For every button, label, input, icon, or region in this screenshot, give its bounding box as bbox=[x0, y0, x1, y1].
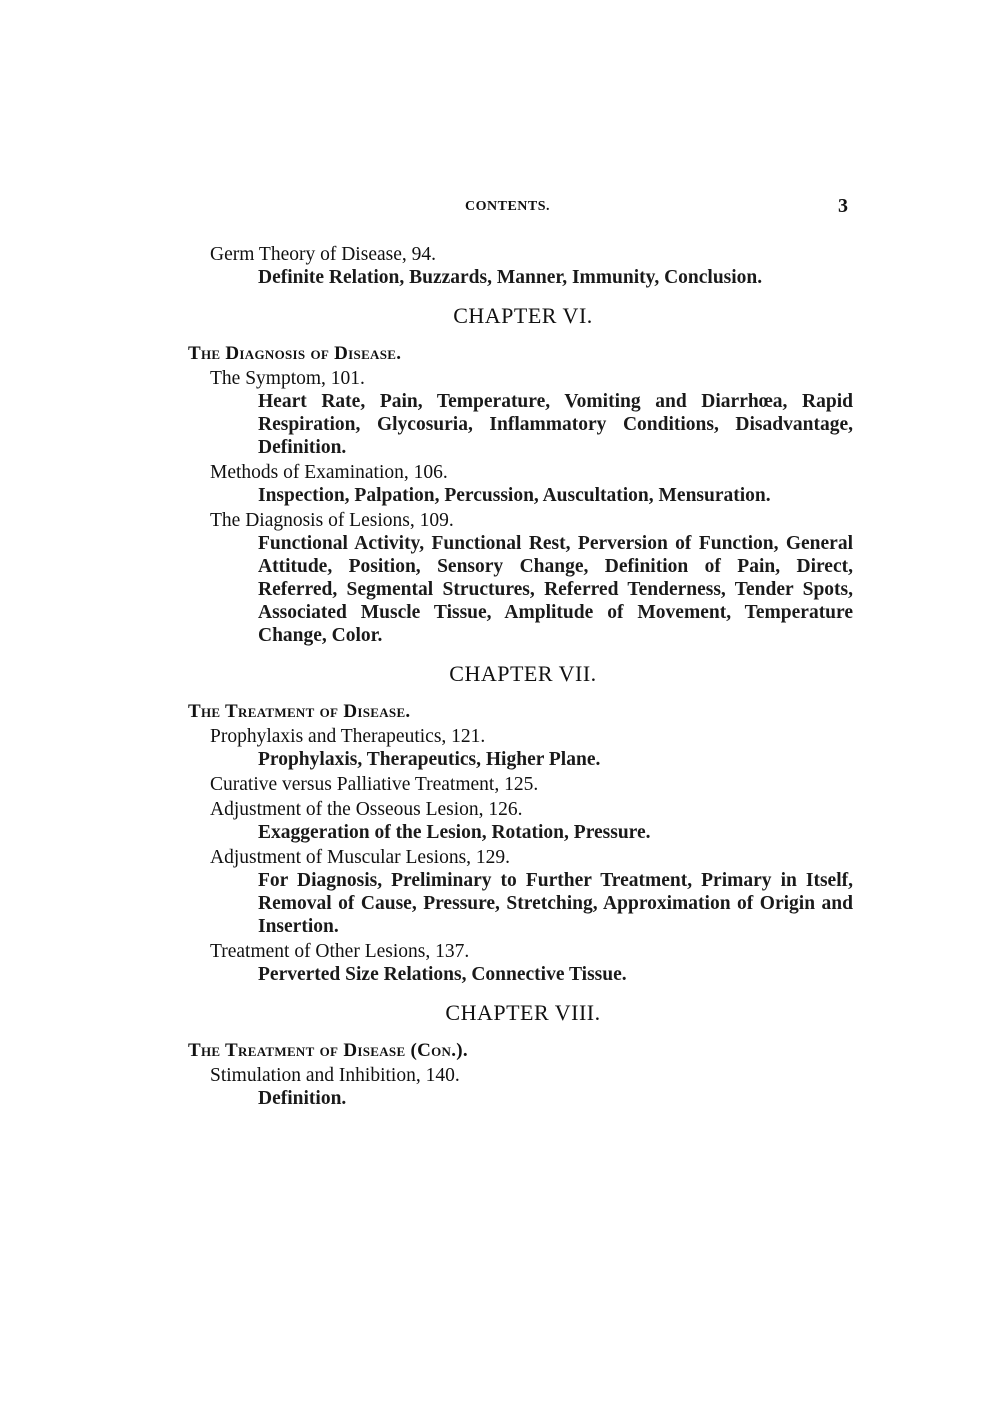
running-head bbox=[0, 197, 1000, 221]
toc-entry: The Diagnosis of Lesions, 109. bbox=[210, 510, 454, 531]
toc-entry: Germ Theory of Disease, 94. bbox=[210, 244, 436, 265]
part-title: The Treatment of Disease (Con.). bbox=[188, 1040, 468, 1061]
chapter-heading: CHAPTER VII. bbox=[449, 661, 597, 686]
toc-entry: Methods of Examination, 106. bbox=[210, 462, 448, 483]
toc-subtopics: Inspection, Palpation, Percussion, Auscultation, Mensuration. bbox=[258, 485, 771, 506]
part-title: The Diagnosis of Disease. bbox=[188, 343, 402, 364]
toc-entry: Prophylaxis and Therapeutics, 121. bbox=[210, 726, 486, 747]
toc-subtopics: Exaggeration of the Lesion, Rotation, Pressure. bbox=[258, 822, 651, 843]
part-title: The Treatment of Disease. bbox=[188, 701, 411, 722]
toc-entry: Adjustment of the Osseous Lesion, 126. bbox=[210, 799, 523, 820]
toc-entry: Adjustment of Muscular Lesions, 129. bbox=[210, 847, 511, 868]
page-number: 3 bbox=[838, 195, 848, 217]
toc-subtopics: For Diagnosis, Preliminary to Further Treatment, Primary in Itself, Removal of Cause, Pressure, Stretching, Approximation of Origin and Insertion. bbox=[258, 870, 853, 937]
toc-entry: Curative versus Palliative Treatment, 125. bbox=[210, 774, 539, 795]
toc-entry: Stimulation and Inhibition, 140. bbox=[210, 1065, 460, 1086]
toc-subtopics: Functional Activity, Functional Rest, Perversion of Function, General Attitude, Position, Sensory Change, Definition of Pain, Direct, Referred, Segmental Structures, Referred Tenderness, Tender Spots, Associated Muscle Tissue, Amplitude of Movement, Temperature Change, Color. bbox=[258, 533, 853, 646]
toc-entry: Treatment of Other Lesions, 137. bbox=[210, 941, 470, 962]
toc-subtopics: Perverted Size Relations, Connective Tissue. bbox=[258, 964, 627, 985]
toc-subtopics: Prophylaxis, Therapeutics, Higher Plane. bbox=[258, 749, 601, 770]
chapter-heading: CHAPTER VI. bbox=[453, 303, 593, 328]
toc-subtopics: Definite Relation, Buzzards, Manner, Immunity, Conclusion. bbox=[258, 267, 763, 288]
toc-subtopics: Heart Rate, Pain, Temperature, Vomiting and Diarrhœa, Rapid Respiration, Glycosuria, Inflammatory Conditions, Disadvantage, Definition. bbox=[258, 391, 853, 458]
running-head-title: CONTENTS. bbox=[465, 199, 551, 214]
contents-body bbox=[188, 243, 853, 1112]
chapter-heading: CHAPTER VIII. bbox=[445, 1000, 601, 1025]
toc-entry: The Symptom, 101. bbox=[210, 368, 365, 389]
toc-subtopics: Definition. bbox=[258, 1088, 347, 1109]
